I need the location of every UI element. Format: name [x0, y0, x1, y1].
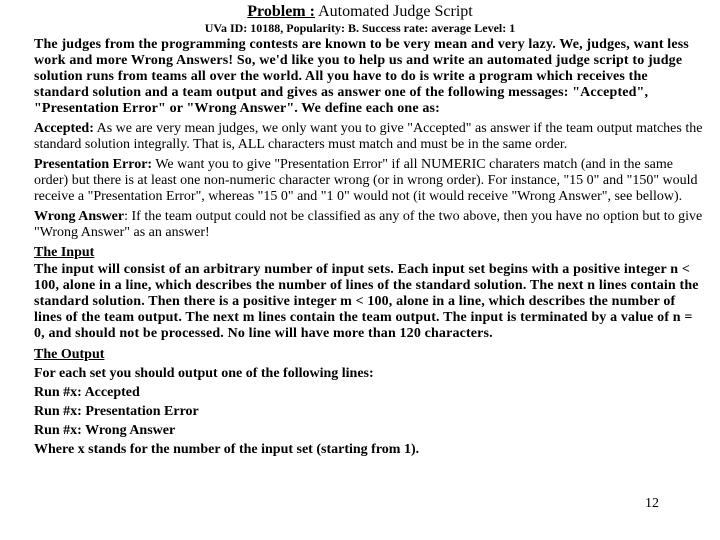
- definition-presentation-error: [34, 157, 704, 205]
- intro-paragraph: The judges from the programming contests are known to be very mean and very lazy. We, judges, want less work and more Wrong Answers! So, we'd like you to help us and write an automated judge script to judge solution runs from teams all over the world. All you have to do is write a program which receives the standard solution and a team output and gives as answer one of the following messages: "Accepted", "Presentation Error" or "Wrong Answer". We define each one as:: [34, 37, 689, 116]
- definition-term: Accepted:: [34, 121, 94, 136]
- output-line: Run #x: Presentation Error: [34, 404, 199, 419]
- title-label: Problem :: [247, 3, 315, 20]
- problem-body: [34, 37, 704, 459]
- output-line: For each set you should output one of the following lines:: [34, 366, 374, 381]
- output-line: Where x stands for the number of the input set (starting from 1).: [34, 442, 420, 457]
- definition-text: : If the team output could not be classified as any of the two above, then you have no option but to give "Wrong Answer" as an answer!: [34, 209, 703, 240]
- page-title: [0, 3, 720, 21]
- input-heading: The Input: [34, 245, 95, 260]
- output-line: Run #x: Wrong Answer: [34, 423, 176, 438]
- definition-text: We want you to give "Presentation Error" if all NUMERIC charaters match (and in the same order) but there is at least one non-numeric character wrong (or in wrong order). For instance, "15 0" and "150" would receive a "Presentation Error", whereas "15 0" and "1 0" would not (it would receive "Wrong Answer", see bellow).: [34, 157, 698, 204]
- definition-text: As we are very mean judges, we only want you to give "Accepted" as answer if the team output matches the standard solution integrally. That is, ALL characters must match and must be in the same order.: [34, 121, 703, 152]
- output-line: Run #x: Accepted: [34, 385, 140, 400]
- definition-wrong-answer: [34, 209, 704, 241]
- output-heading: The Output: [34, 347, 105, 362]
- title-text: Automated Judge Script: [318, 3, 473, 20]
- page-number: 12: [645, 496, 659, 511]
- definition-term: Presentation Error:: [34, 157, 153, 172]
- definition-accepted: [34, 121, 704, 153]
- definition-term: Wrong Answer: [34, 209, 125, 224]
- problem-meta: UVa ID: 10188, Popularity: B. Success rate: average Level: 1: [204, 21, 516, 35]
- input-paragraph: The input will consist of an arbitrary number of input sets. Each input set begins with a positive integer n < 100, alone in a line, which describes the number of lines of the standard solution. The next n lines contain the standard solution. Then there is a positive integer m < 100, alone in a line, which describes the number of lines of the team output. The next m lines contain the team output. The input is terminated by a value of n = 0, and should not be processed. No line will have more than 120 characters.: [34, 262, 699, 341]
